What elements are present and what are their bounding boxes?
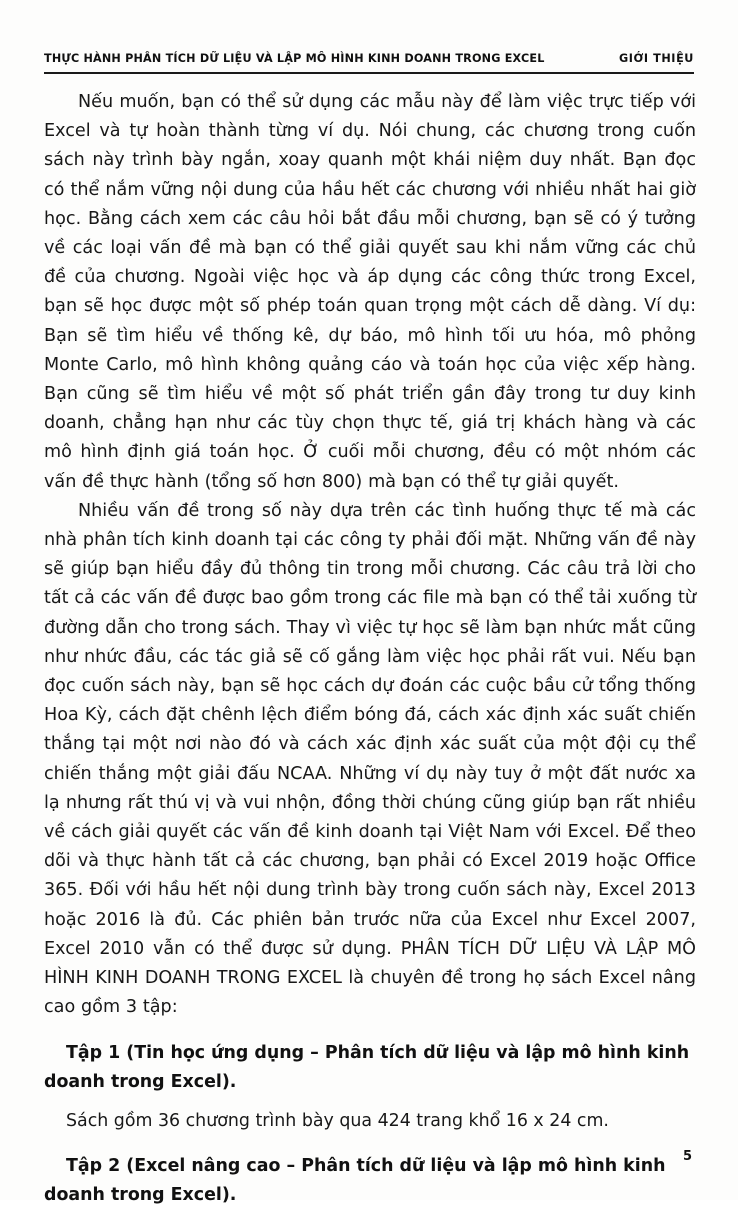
volume-1-note: Sách gồm 36 chương trình bày qua 424 trang khổ 16 x 24 cm. [66,1110,609,1131]
header-book-title: THỰC HÀNH PHÂN TÍCH DỮ LIỆU VÀ LẬP MÔ HÌNH KINH DOANH TRONG EXCEL [44,52,545,65]
body-paragraph-2: Nhiều vấn đề trong số này dựa trên các tình huống thực tế mà các nhà phân tích kinh doanh tại các công ty phải đối mặt. Những vấn đề này sẽ giúp bạn hiểu đầy đủ thông tin trong mỗi chương. Các câu trả lời cho tất cả các vấn đề được bao gồm trong các file mà bạn có thể tải xuống từ đường dẫn cho trong sách. Thay vì việc tự học sẽ làm bạn nhức mắt cũng như nhức đầu, các tác giả sẽ cố gắng làm việc học phải rất vui. Nếu bạn đọc cuốn sách này, bạn sẽ học cách dự đoán các cuộc bầu cử tổng thống Hoa Kỳ, cách đặt chênh lệch điểm bóng đá, cách xác định xác suất chiến thắng tại một nơi nào đó và cách xác định xác suất của một đội cụ thể chiến thắng một giải đấu NCAA. Những ví dụ này tuy ở một đất nước xa lạ nhưng rất thú vị và vui nhộn, đồng thời chúng cũng giúp bạn rất nhiều về cách giải quyết các vấn đề kinh doanh tại Việt Nam với Excel. Để theo dõi và thực hành tất cả các chương, bạn phải có Excel 2019 hoặc Office 365. Đối với hầu hết nội dung trình bày trong cuốn sách này, Excel 2013 hoặc 2016 là đủ. Các phiên bản trước nữa của Excel như Excel 2007, Excel 2010 vẫn có thể được sử dụng. PHÂN TÍCH DỮ LIỆU VÀ LẬP MÔ HÌNH KINH DOANH TRONG EXCEL là chuyên đề trong họ sách Excel nâng cao gồm 3 tập: [44,500,696,1018]
volume-2-heading: Tập 2 (Excel nâng cao – Phân tích dữ liệu và lập mô hình kinh doanh trong Excel). [44,1155,666,1205]
header-section-title: GIỚI THIỆU [618,52,694,65]
header-divider [44,72,694,74]
page-body [44,88,696,1210]
volume-1-heading: Tập 1 (Tin học ứng dụng – Phân tích dữ liệu và lập mô hình kinh doanh trong Excel). [44,1042,690,1092]
body-paragraph-1: Nếu muốn, bạn có thể sử dụng các mẫu này để làm việc trực tiếp với Excel và tự hoàn thành từng ví dụ. Nói chung, các chương trong cuốn sách này trình bày ngắn, xoay quanh một khái niệm duy nhất. Bạn đọc có thể nắm vững nội dung của hầu hết các chương với nhiều nhất hai giờ học. Bằng cách xem các câu hỏi bắt đầu mỗi chương, bạn sẽ có ý tưởng về các loại vấn đề mà bạn có thể giải quyết sau khi nắm vững các chủ đề của chương. Ngoài việc học và áp dụng các công thức trong Excel, bạn sẽ học được một số phép toán quan trọng một cách dễ dàng. Ví dụ: Bạn sẽ tìm hiểu về thống kê, dự báo, mô hình tối ưu hóa, mô phỏng Monte Carlo, mô hình không quảng cáo và toán học của việc xếp hàng. Bạn cũng sẽ tìm hiểu về một số phát triển gần đây trong tư duy kinh doanh, chẳng hạn như các tùy chọn thực tế, giá trị khách hàng và các mô hình định giá toán học. Ở cuối mỗi chương, đều có một nhóm các vấn đề thực hành (tổng số hơn 800) mà bạn có thể tự giải quyết. [44,92,696,492]
page-number: 5 [682,1149,692,1164]
page-header [44,52,694,65]
